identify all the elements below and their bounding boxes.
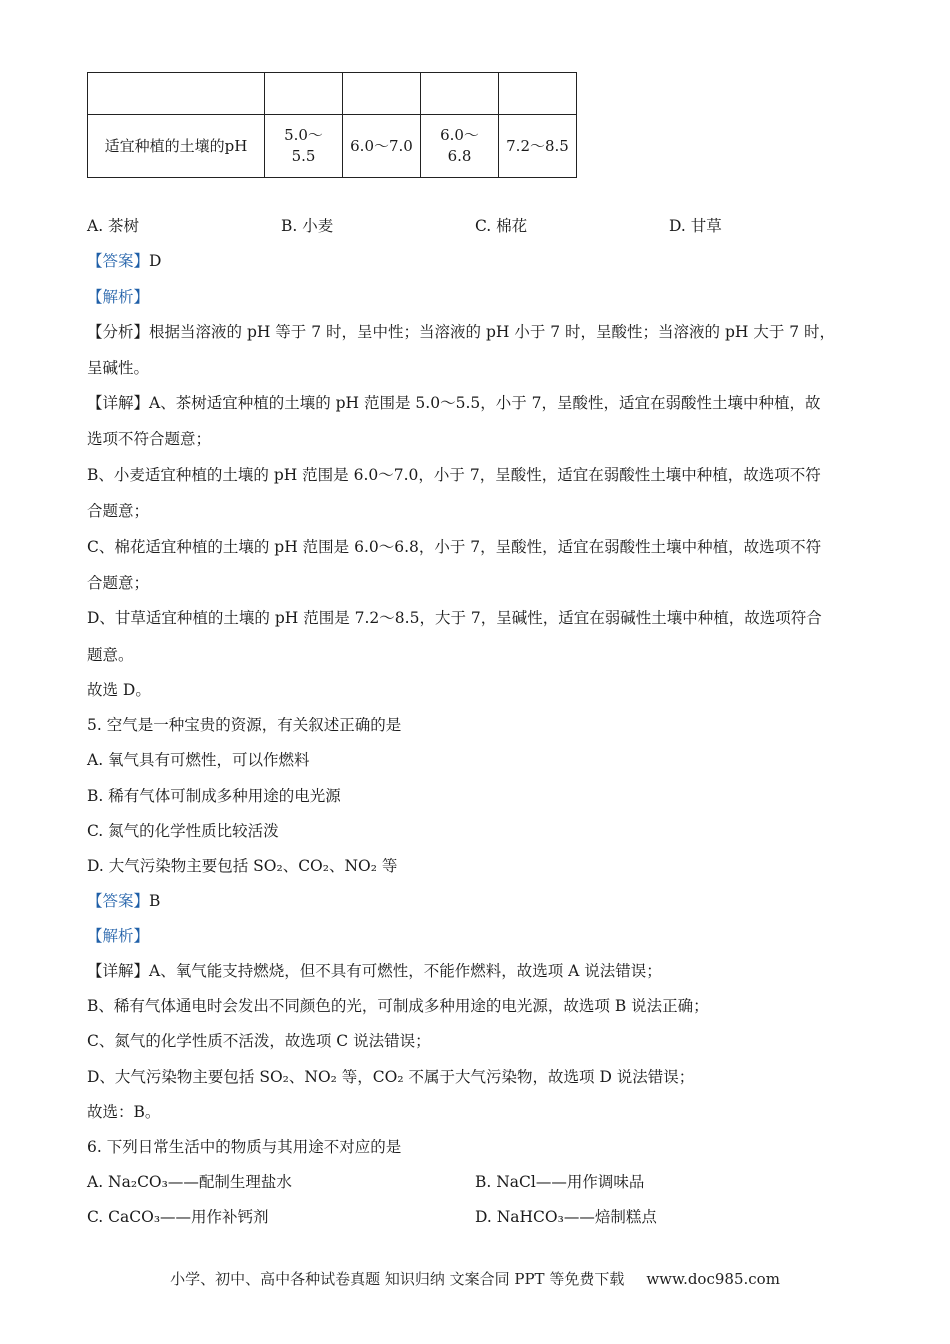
q5-option-c: C. 氮气的化学性质比较活泼: [87, 822, 279, 840]
q4-detail-c1: C、棉花适宜种植的土壤的 pH 范围是 6.0～6.8，小于 7，呈酸性，适宜在弱酸性土壤中种植，故选项不符: [87, 538, 822, 556]
q5-option-d: D. 大气污染物主要包括 SO₂、CO₂、NO₂ 等: [87, 857, 398, 875]
table-cell: [421, 73, 499, 115]
q4-detail-c2: 合题意；: [87, 574, 150, 592]
q4-detail-d1: D、甘草适宜种植的土壤的 pH 范围是 7.2～8.5，大于 7，呈碱性，适宜在弱碱性土壤中种植，故选项符合: [87, 609, 822, 627]
footer-url[interactable]: www.doc985.com: [646, 1270, 780, 1288]
q5-detail-d: D、大气污染物主要包括 SO₂、NO₂ 等，CO₂ 不属于大气污染物，故选项 D 说法错误；: [87, 1068, 695, 1086]
q4-detail-a1: 【详解】A、茶树适宜种植的土壤的 pH 范围是 5.0～5.5，小于 7，呈酸性，适宜在弱酸性土壤中种植，故: [87, 394, 821, 412]
table-cell: [343, 73, 421, 115]
q4-option-a: A. 茶树: [87, 217, 140, 235]
table-cell: [265, 73, 343, 115]
ph-value-licorice: 7.2～8.5: [499, 115, 577, 178]
q6-stem: 6. 下列日常生活中的物质与其用途不对应的是: [87, 1138, 402, 1156]
ph-table: [87, 72, 577, 178]
ph-value-wheat: 6.0～7.0: [343, 115, 421, 178]
q4-fenxi-line1: 【分析】根据当溶液的 pH 等于 7 时，呈中性；当溶液的 pH 小于 7 时，呈酸性；当溶液的 pH 大于 7 时，: [87, 323, 836, 341]
q4-fenxi-line2: 呈碱性。: [87, 359, 150, 377]
answer-tag: 【答案】: [87, 892, 150, 910]
q4-detail-a2: 选项不符合题意；: [87, 430, 212, 448]
answer-value: B: [149, 892, 161, 910]
table-row-label: 适宜种植的土壤的pH: [88, 115, 265, 178]
ph-value-cotton: 6.0～ 6.8: [421, 115, 499, 178]
detail-tag: 【详解】: [87, 394, 150, 412]
q4-detail-d2: 题意。: [87, 646, 134, 664]
q4-detail-b1: B、小麦适宜种植的土壤的 pH 范围是 6.0～7.0，小于 7，呈酸性，适宜在弱酸性土壤中种植，故选项不符: [87, 466, 821, 484]
q4-answer: [87, 250, 161, 272]
q6-option-a: A. Na₂CO₃——配制生理盐水: [87, 1173, 292, 1191]
q5-stem: 5. 空气是一种宝贵的资源，有关叙述正确的是: [87, 716, 402, 734]
q5-analysis-tag: 【解析】: [87, 927, 150, 945]
table-row-ph: [88, 115, 577, 178]
q6-option-c: C. CaCO₃——用作补钙剂: [87, 1208, 269, 1226]
q5-detail-a: 【详解】A、氧气能支持燃烧，但不具有可燃性，不能作燃料，故选项 A 说法错误；: [87, 962, 662, 980]
q5-option-a: A. 氧气具有可燃性，可以作燃料: [87, 751, 310, 769]
q4-option-d: D. 甘草: [669, 217, 722, 235]
table-row-header: [88, 73, 577, 115]
answer-value: D: [149, 252, 162, 270]
fenxi-tag: 【分析】: [87, 323, 150, 341]
page-footer: [0, 1268, 950, 1289]
footer-text: 小学、初中、高中各种试卷真题 知识归纳 文案合同 PPT 等免费下载: [170, 1270, 625, 1288]
q5-conclusion: 故选：B。: [87, 1103, 161, 1121]
q4-option-c: C. 棉花: [475, 217, 528, 235]
ph-value-tea: 5.0～ 5.5: [265, 115, 343, 178]
detail-tag: 【详解】: [87, 962, 150, 980]
q6-option-b: B. NaCl——用作调味品: [475, 1173, 645, 1191]
table-cell: [499, 73, 577, 115]
q6-option-d: D. NaHCO₃——焙制糕点: [475, 1208, 657, 1226]
q5-detail-b: B、稀有气体通电时会发出不同颜色的光，可制成多种用途的电光源，故选项 B 说法正确；: [87, 997, 709, 1015]
q5-answer: [87, 890, 160, 912]
q5-detail-c: C、氮气的化学性质不活泼，故选项 C 说法错误；: [87, 1032, 431, 1050]
q4-detail-b2: 合题意；: [87, 502, 150, 520]
q4-conclusion: 故选 D。: [87, 681, 151, 699]
table-cell: [88, 73, 265, 115]
q5-option-b: B. 稀有气体可制成多种用途的电光源: [87, 787, 341, 805]
answer-tag: 【答案】: [87, 252, 150, 270]
q4-option-b: B. 小麦: [281, 217, 334, 235]
q4-analysis-tag: 【解析】: [87, 288, 150, 306]
